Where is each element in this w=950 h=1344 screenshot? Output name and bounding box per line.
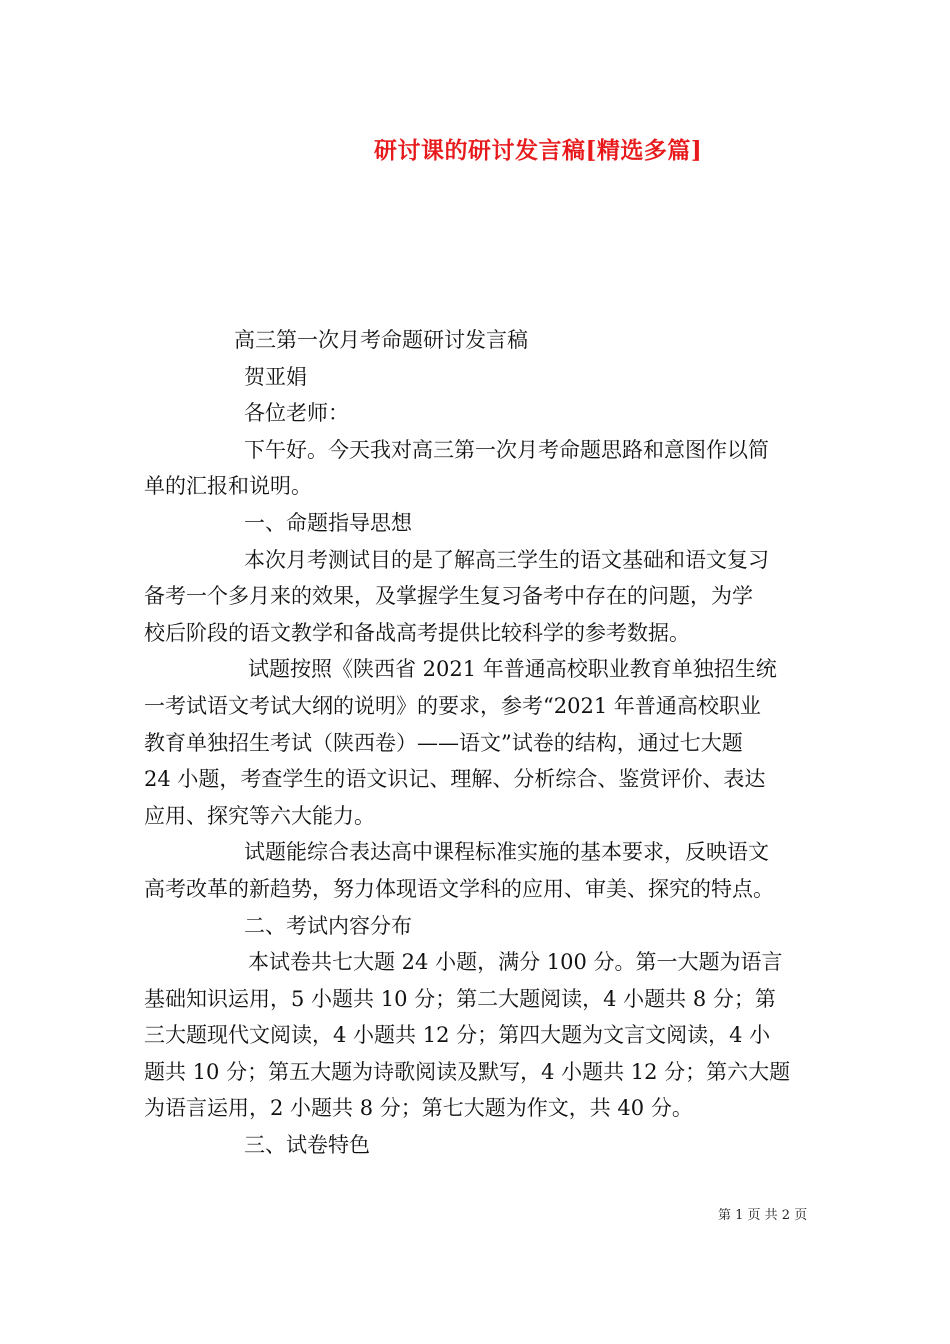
paragraph-line: 教育单独招生考试（陕西卷）——语文”试卷的结构，通过七大题: [144, 730, 743, 755]
paragraph-line: 贺亚娟: [244, 364, 307, 389]
paragraph-line: 本次月考测试目的是了解高三学生的语文基础和语文复习: [244, 547, 769, 572]
paragraph-line: 各位老师：: [244, 401, 349, 426]
paragraph-line: 试题按照《陕西省 2021 年普通高校职业教育单独招生统: [248, 657, 777, 682]
paragraph-line: 二、考试内容分布: [244, 913, 412, 938]
paragraph-line: 三大题现代文阅读，4 小题共 12 分；第四大题为文言文阅读，4 小: [144, 1023, 771, 1048]
paragraph-line: 基础知识运用，5 小题共 10 分；第二大题阅读，4 小题共 8 分；第: [144, 986, 776, 1011]
page-footer: 第 1 页 共 2 页: [718, 1208, 808, 1223]
paragraph-line: 为语言运用，2 小题共 8 分；第七大题为作文，共 40 分。: [144, 1096, 693, 1121]
paragraph-line: 一、命题指导思想: [244, 510, 412, 535]
paragraph-line: 应用、探究等六大能力。: [144, 803, 375, 828]
paragraph-line: 高三第一次月考命题研讨发言稿: [234, 328, 528, 352]
paragraph-line: 高考改革的新趋势，努力体现语文学科的应用、审美、探究的特点。: [144, 876, 774, 901]
paragraph-line: 一考试语文考试大纲的说明》的要求，参考“2021 年普通高校职业: [144, 693, 761, 718]
paragraph-line: 题共 10 分；第五大题为诗歌阅读及默写，4 小题共 12 分；第六大题: [144, 1059, 791, 1084]
paragraph-line: 24 小题，考查学生的语文识记、理解、分析综合、鉴赏评价、表达: [144, 767, 766, 792]
paragraph-line: 本试卷共七大题 24 小题，满分 100 分。第一大题为语言: [248, 950, 783, 975]
paragraph-line: 单的汇报和说明。: [144, 474, 312, 499]
paragraph-line: 三、试卷特色: [244, 1133, 370, 1158]
document-title: 研讨课的研讨发言稿[精选多篇]: [374, 137, 703, 164]
paragraph-line: 试题能综合表达高中课程标准实施的基本要求，反映语文: [244, 840, 769, 865]
paragraph-line: 下午好。今天我对高三第一次月考命题思路和意图作以简: [244, 437, 769, 462]
paragraph-line: 校后阶段的语文教学和备战高考提供比较科学的参考数据。: [144, 620, 690, 645]
document-body: [144, 322, 808, 1164]
paragraph-line: 备考一个多月来的效果，及掌握学生复习备考中存在的问题，为学: [144, 584, 753, 609]
